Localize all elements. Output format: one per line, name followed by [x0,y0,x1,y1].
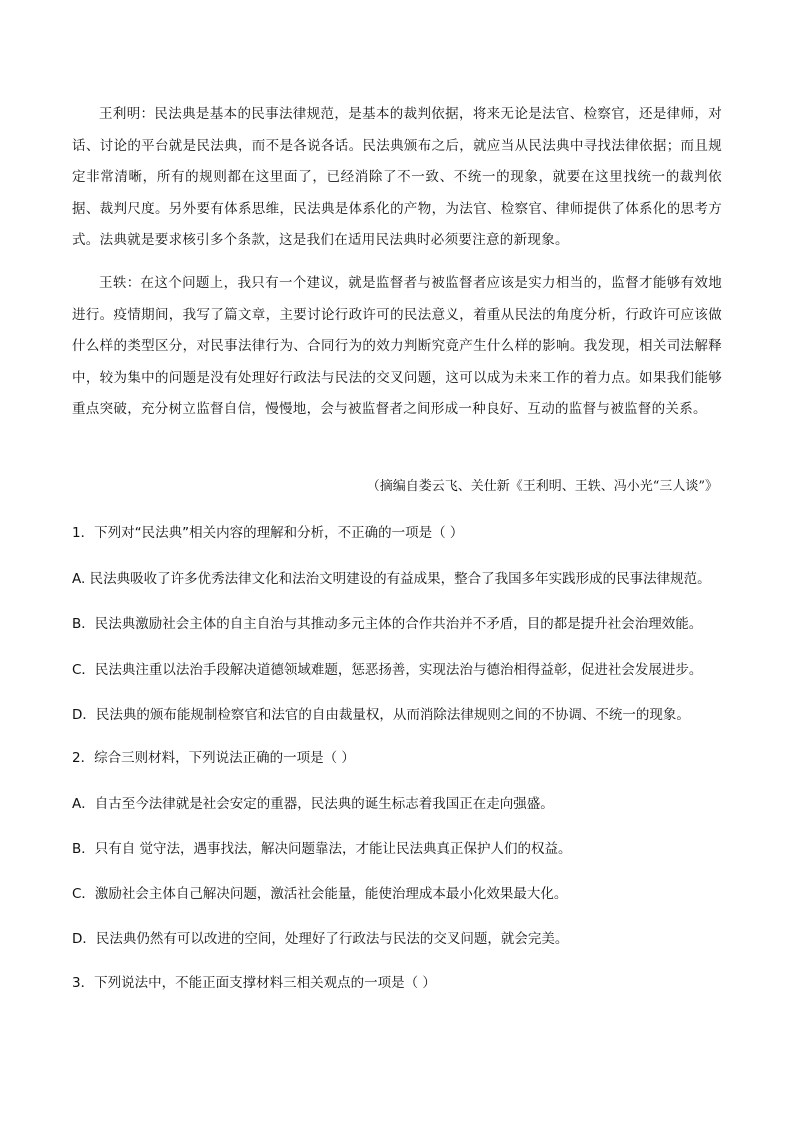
question-2-option-d: D．民法典仍然有可以改进的空间，处理好了行政法与民法的交叉问题，就会完美。 [72,931,569,947]
question-1-option-d: D．民法典的颁布能规制检察官和法官的自由裁量权，从而消除法律规则之间的不协调、不统一的现象。 [72,707,690,723]
passage-paragraph-wang-liming: 王利明：民法典是基本的民事法律规范，是基本的裁判依据，将来无论是法官、检察官，还是律师，对话、讨论的平台就是民法典，而不是各说各话。民法典颁布之后，就应当从民法典中寻找法律依据；而且规定非常清晰，所有的规则都在这里面了，已经消除了不一致、不统一的现象，就要在这里找统一的裁判依据、裁判尺度。另外要有体系思维，民法典是体系化的产物，为法官、检察官、律师提供了体系化的思考方式。法典就是要求核引多个条款，这是我们在适用民法典时必须要注意的新现象。 [72,106,722,248]
passage-paragraph-wang-yi: 王轶：在这个问题上，我只有一个建议，就是监督者与被监督者应该是实力相当的，监督才能够有效地进行。疫情期间，我写了篇文章，主要讨论行政许可的民法意义，着重从民法的角度分析，行政许可应该做什么样的类型区分，对民事法律行为、合同行为的效力判断究竟产生什么样的影响。我发现，相关司法解释中，较为集中的问题是没有处理好行政法与民法的交叉问题，这可以成为未来工作的着力点。如果我们能够重点突破，充分树立监督自信，慢慢地，会与被监督者之间形成一种良好、互动的监督与被监督的关系。 [72,275,722,417]
question-2-stem: 2．综合三则材料，下列说法正确的一项是（ ） [72,750,355,766]
question-1-option-b: B．民法典激励社会主体的自主自治与其推动多元主体的合作共治并不矛盾，目的都是提升社会治理效能。 [72,616,703,632]
question-1-option-c: C．民法典注重以法治手段解决道德领域难题，惩恶扬善，实现法治与德治相得益彰，促进社会发展进步。 [72,662,703,678]
question-1-option-a: A. 民法典吸收了许多优秀法律文化和法治文明建设的有益成果，整合了我国多年实践形成的民事法律规范。 [72,571,711,587]
question-2-option-a: A．自古至今法律就是社会安定的重器，民法典的诞生标志着我国正在走向强盛。 [72,796,554,812]
question-1-stem: 1．下列对“民法典”相关内容的理解和分析，不正确的一项是（ ） [72,525,464,541]
passage-source: （摘编自娄云飞、关仕新《王利明、王轶、冯小光“三人谈”》 [366,479,718,494]
question-3-stem: 3．下列说法中，不能正面支撑材料三相关观点的一项是（ ） [72,975,436,991]
question-2-option-c: C．激励社会主体自己解决问题，激活社会能量，能使治理成本最小化效果最大化。 [72,886,568,902]
question-2-option-b: B．只有自 觉守法，遇事找法，解决问题靠法，才能让民法典真正保护人们的权益。 [72,841,572,857]
